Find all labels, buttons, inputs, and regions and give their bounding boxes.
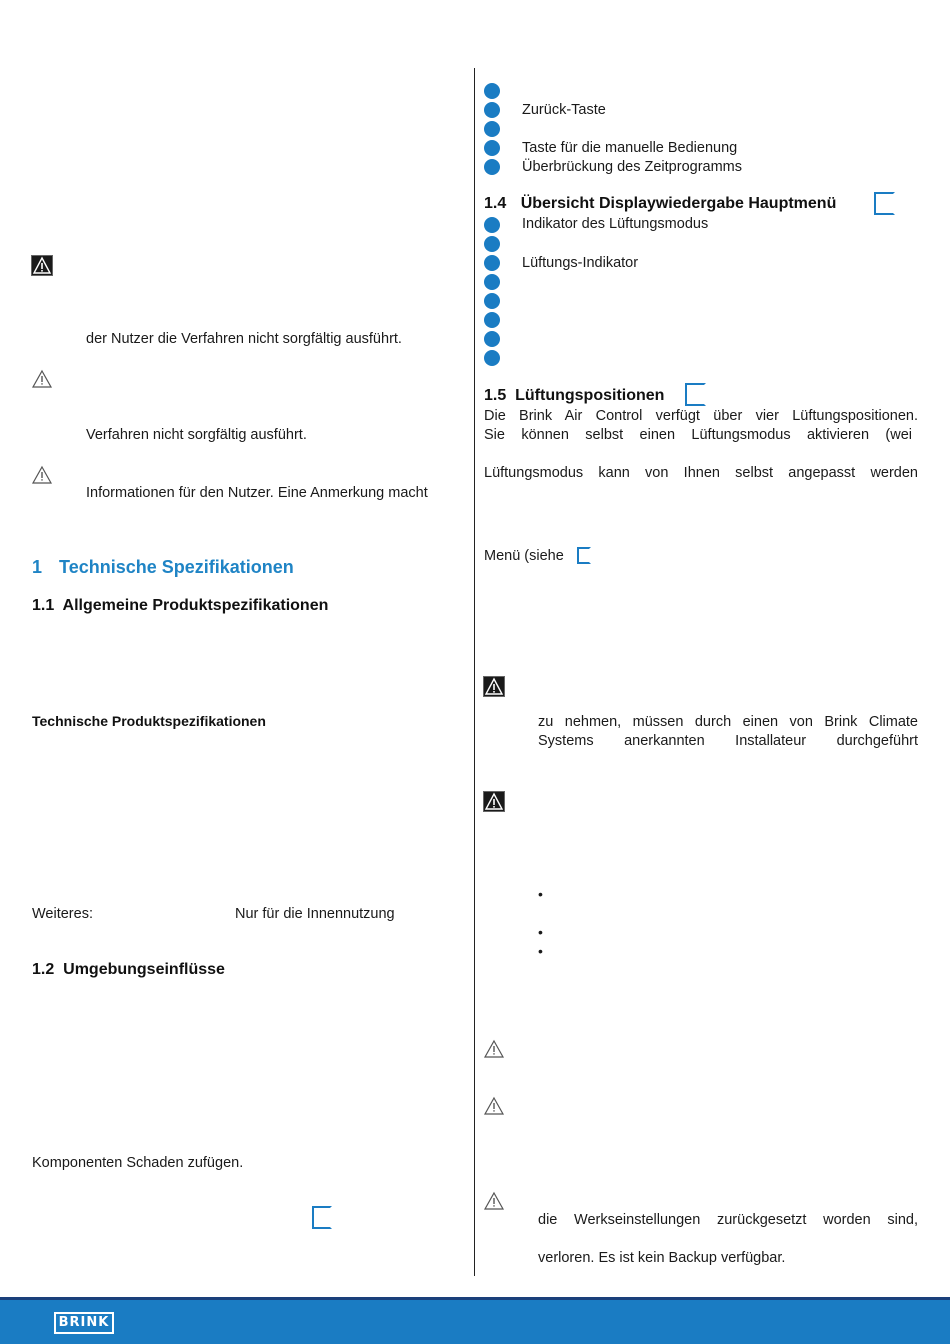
paragraph-line: Die Brink Air Control verfügt über vier Lüftungspositionen. xyxy=(484,408,918,424)
warning-text-line: verloren. Es ist kein Backup verfügbar. xyxy=(538,1250,786,1266)
legend-item: Indikator des Lüftungsmodus xyxy=(522,216,709,232)
legend-item: Lüftungs-Indikator xyxy=(522,255,639,271)
section-title: Technische Spezifikationen xyxy=(59,557,294,577)
paragraph-line: Lüftungsmodus kann von Ihnen selbst angepasst werden xyxy=(484,465,918,481)
callout-dot-icon xyxy=(484,140,500,156)
callout-dot-icon xyxy=(484,159,500,175)
reference-marker-icon xyxy=(312,1206,332,1229)
callout-dot-icon xyxy=(484,312,500,328)
callout-dot-icon xyxy=(484,293,500,309)
section-heading-1 xyxy=(32,557,294,578)
callout-dot-icon xyxy=(484,274,500,290)
warning-outline-icon xyxy=(483,1039,505,1059)
warning-text-line: die Werkseinstellungen zurückgesetzt worden sind, xyxy=(538,1212,918,1228)
legend-item: Taste für die manuelle Bedienung xyxy=(522,140,738,156)
text-line: Verfahren nicht sorgfältig ausführt. xyxy=(86,427,307,443)
warning-text-line: zu nehmen, müssen durch einen von Brink Climate xyxy=(538,714,918,730)
warning-outline-icon xyxy=(31,465,53,485)
weiteres-value: Nur für die Innennutzung xyxy=(235,906,395,922)
warning-filled-icon xyxy=(31,255,53,276)
warning-outline-icon xyxy=(31,369,53,389)
text-line: Informationen für den Nutzer. Eine Anmerkung macht xyxy=(86,485,428,501)
legend-item: Zurück-Taste xyxy=(522,102,606,118)
legend-item: Überbrückung des Zeitprogramms xyxy=(522,159,743,175)
reference-marker-icon xyxy=(685,383,706,406)
callout-dot-icon xyxy=(484,217,500,233)
section-number: 1 xyxy=(32,557,43,577)
section-heading-1-4 xyxy=(484,195,836,213)
section-heading-1-2: 1.2 Umgebungseinflüsse xyxy=(32,961,225,978)
warning-filled-icon xyxy=(483,676,505,697)
section-number: 1.4 xyxy=(484,195,507,212)
weiteres-label: Weiteres: xyxy=(32,906,93,922)
text-line: der Nutzer die Verfahren nicht sorgfältig ausführt. xyxy=(86,331,402,347)
warning-outline-icon xyxy=(483,1096,505,1116)
section-heading-1-5: 1.5 Lüftungspositionen xyxy=(484,387,665,404)
callout-dot-icon xyxy=(484,102,500,118)
paragraph-line: Sie können selbst einen Lüftungsmodus aktivieren (wei xyxy=(484,427,912,443)
reference-marker-icon xyxy=(577,547,591,564)
footer-bar xyxy=(0,1300,950,1344)
reference-marker-icon xyxy=(874,192,895,215)
text-line: Komponenten Schaden zufügen. xyxy=(32,1155,244,1171)
callout-dot-icon xyxy=(484,331,500,347)
callout-dot-icon xyxy=(484,236,500,252)
section-heading-1-1: 1.1 Allgemeine Produktspezifikationen xyxy=(32,597,329,614)
brink-logo: BRINK xyxy=(54,1312,114,1334)
bullet-point: • xyxy=(538,924,543,940)
warning-filled-icon xyxy=(483,791,505,812)
column-divider xyxy=(474,68,475,1276)
menu-reference-text: Menü (siehe xyxy=(484,548,564,564)
bullet-point: • xyxy=(538,886,543,902)
callout-dot-icon xyxy=(484,255,500,271)
tech-specs-title: Technische Produktspezifikationen xyxy=(32,713,266,729)
warning-outline-icon xyxy=(483,1191,505,1211)
callout-dot-icon xyxy=(484,121,500,137)
warning-text-line: Systems anerkannten Installateur durchgeführt xyxy=(538,733,918,749)
callout-dot-icon xyxy=(484,350,500,366)
callout-dot-icon xyxy=(484,83,500,99)
bullet-point: • xyxy=(538,943,543,959)
section-title: Übersicht Displaywiedergabe Hauptmenü xyxy=(520,195,837,212)
